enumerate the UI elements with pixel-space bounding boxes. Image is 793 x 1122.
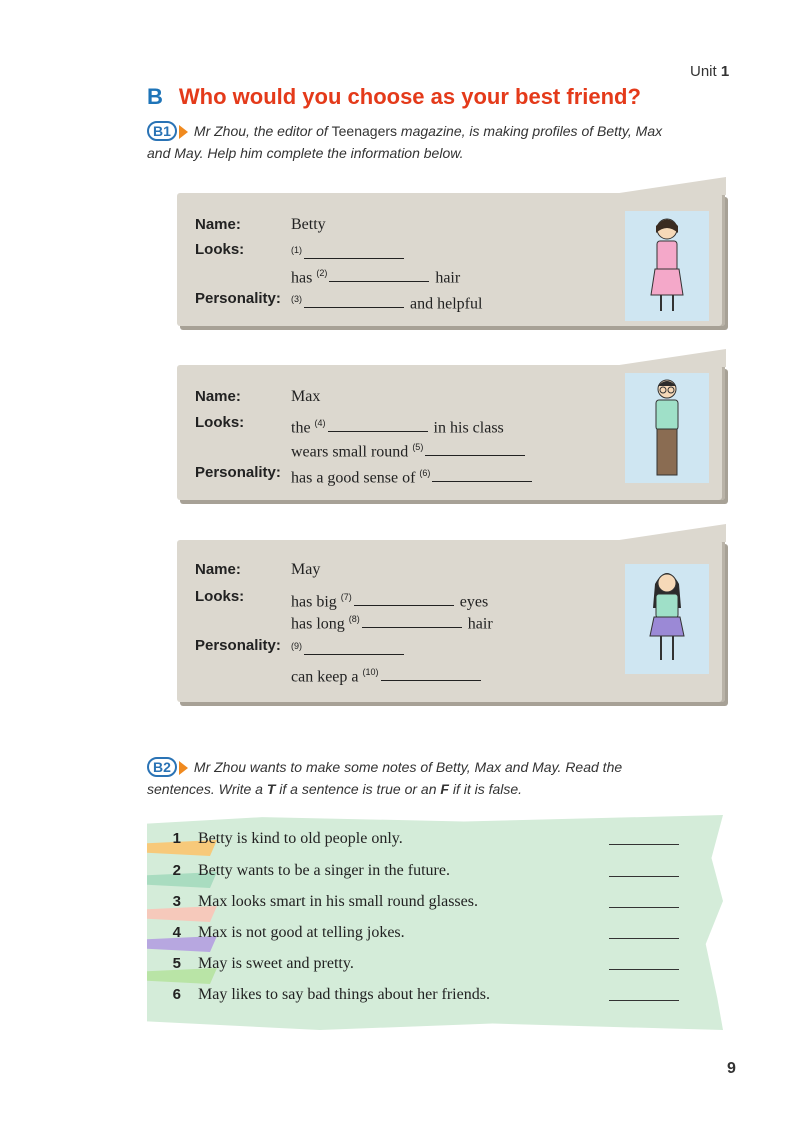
b1-instructions: B1 Mr Zhou, the editor of Teenagers magazine, is making profiles of Betty, Max and May. Help him complete the information below. [147,123,663,161]
section-title [147,84,641,110]
section-title-text: Who would you choose as your best friend? [178,84,641,109]
blank-5[interactable] [425,441,525,456]
blank-3[interactable] [304,293,404,308]
blank-7[interactable] [354,591,454,606]
may-illustration [625,564,709,674]
play-arrow-icon [179,761,188,775]
answer-blank-4[interactable] [609,938,679,939]
unit-label: Unit 1 [690,63,730,80]
statement-3: 3 Max looks smart in his small round glasses. [165,893,685,915]
blank-9[interactable] [304,640,404,655]
blank-8[interactable] [362,613,462,628]
answer-blank-5[interactable] [609,969,679,970]
profile-card-betty: Name: Betty Looks: $^{(1)}$ has $^{(2)}$ hair Personality: $^{(3)}$ and helpful [177,193,725,326]
answer-blank-6[interactable] [609,1000,679,1001]
blank-10[interactable] [381,666,481,681]
answer-blank-3[interactable] [609,907,679,908]
profile-card-may: Name: May Looks: has big $^{(7)}$ eyes has long $^{(8)}$ hair Personality: $^{(9)}$ can keep a $^{(10)}$ [177,540,725,702]
blank-2[interactable] [329,267,429,282]
blank-6[interactable] [432,467,532,482]
b2-instructions: B2 Mr Zhou wants to make some notes of Betty, Max and May. Read the sentences. Write a T if a sentence is true or an F if it is false. [147,759,623,797]
blank-4[interactable] [328,417,428,432]
profile-card-max: Name: Max Looks: the $^{(4)}$ in his class wears small round $^{(5)}$ Personality: has a good sense of $^{(6)}$ [177,365,725,500]
statement-5: 5 May is sweet and pretty. [165,955,685,977]
max-illustration [625,373,709,483]
b1-tag: B1 [147,121,177,141]
betty-illustration [625,211,709,321]
name-max: Max [291,388,321,405]
name-betty: Betty [291,216,326,233]
page-number: 9 [727,1060,736,1077]
answer-blank-1[interactable] [609,844,679,845]
statement-4: 4 Max is not good at telling jokes. [165,924,685,946]
name-may: May [291,561,321,578]
answer-blank-2[interactable] [609,876,679,877]
play-arrow-icon [179,125,188,139]
section-letter: B [147,84,163,109]
statement-6: 6 May likes to say bad things about her friends. [165,986,685,1008]
statement-2: 2 Betty wants to be a singer in the future. [165,862,685,884]
blank-1[interactable] [304,244,404,259]
b2-tag: B2 [147,757,177,777]
statement-1: 1 Betty is kind to old people only. [165,830,685,852]
